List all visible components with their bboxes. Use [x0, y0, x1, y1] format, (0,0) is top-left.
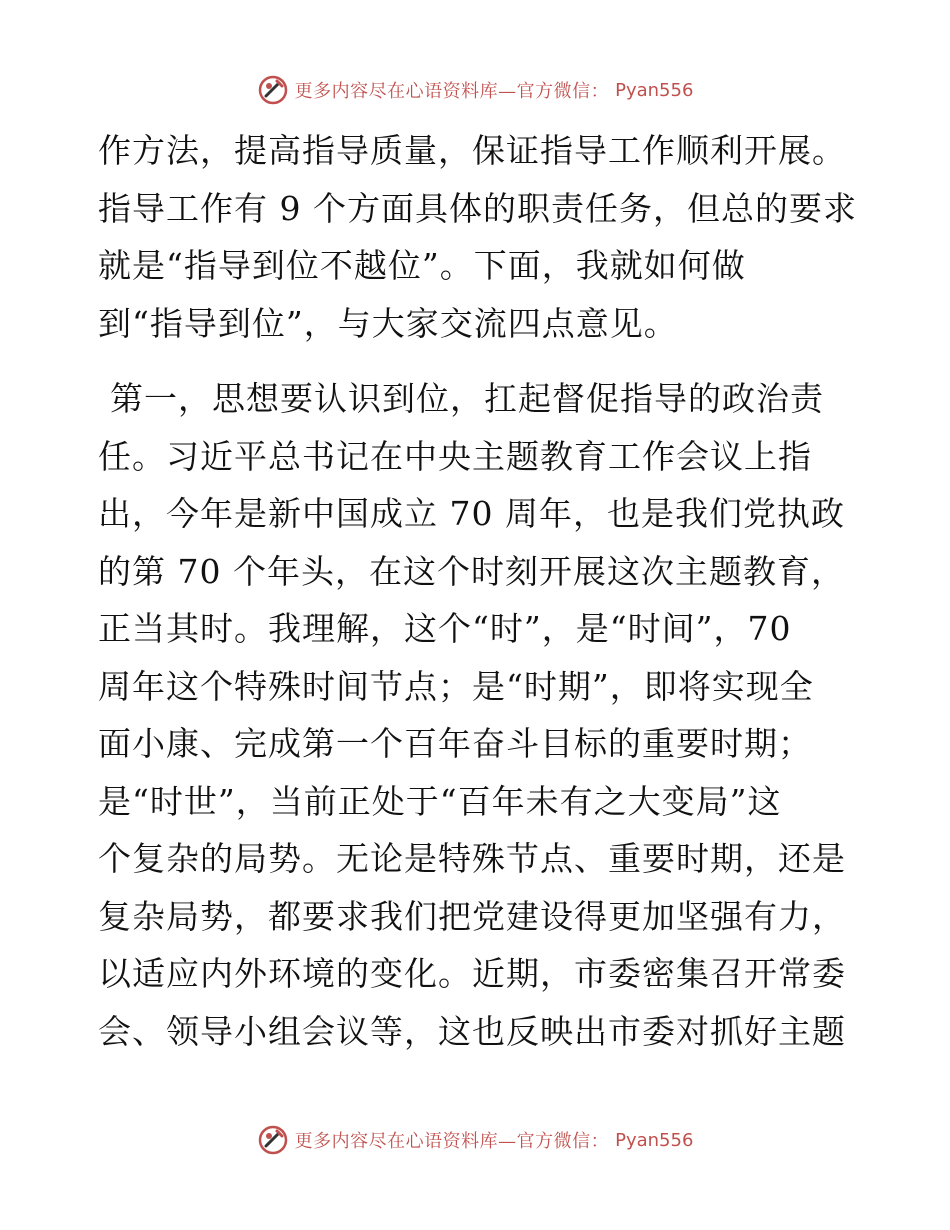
- brand-logo-icon: [257, 1124, 289, 1156]
- text-line: 个复杂的局势。无论是特殊节点、重要时期，还是: [98, 839, 846, 878]
- paragraph-1: [98, 122, 858, 352]
- text-line: 周年这个特殊时间节点；是“时期”，即将实现全: [98, 666, 814, 706]
- text-line: 就是“指导到位不越位”。下面，我就如何做: [98, 246, 746, 285]
- text-line: 是“时世”，当前正处于“百年未有之大变局”这: [98, 781, 782, 821]
- header-wechat-id: Pyan556: [615, 79, 694, 101]
- footer-banner-text: 更多内容尽在心语资料库—官方微信：: [294, 1131, 610, 1152]
- text-line: 出，今年是新中国成立 70 周年，也是我们党执政: [98, 494, 845, 533]
- header-banner-text: 更多内容尽在心语资料库—官方微信：: [294, 81, 610, 102]
- text-line: 正当其时。我理解，这个“时”，是“时间”，70: [98, 609, 792, 648]
- paragraph-gap: [98, 352, 858, 370]
- text-line: 第一，思想要认识到位，扛起督促指导的政治责: [110, 379, 824, 418]
- page-header-banner: [0, 74, 950, 106]
- document-body: [98, 122, 858, 1060]
- text-line: 到“指导到位”，与大家交流四点意见。: [98, 303, 678, 343]
- paragraph-2: [98, 370, 858, 1060]
- footer-wechat-id: Pyan556: [615, 1129, 694, 1151]
- text-line: 指导工作有 9 个方面具体的职责任务，但总的要求: [98, 188, 857, 228]
- text-line: 面小康、完成第一个百年奋斗目标的重要时期；: [98, 724, 812, 763]
- page-footer-banner: [0, 1124, 950, 1156]
- text-line: 会、领导小组会议等，这也反映出市委对抓好主题: [98, 1011, 846, 1051]
- text-line: 任。习近平总书记在中央主题教育工作会议上指: [98, 436, 812, 476]
- text-line: 的第 70 个年头，在这个时刻开展这次主题教育，: [98, 551, 845, 591]
- text-line: 作方法，提高指导质量，保证指导工作顺利开展。: [98, 131, 846, 170]
- text-line: 复杂局势，都要求我们把党建设得更加坚强有力，: [98, 896, 846, 936]
- brand-logo-icon: [257, 74, 289, 106]
- text-line: 以适应内外环境的变化。近期，市委密集召开常委: [98, 954, 846, 993]
